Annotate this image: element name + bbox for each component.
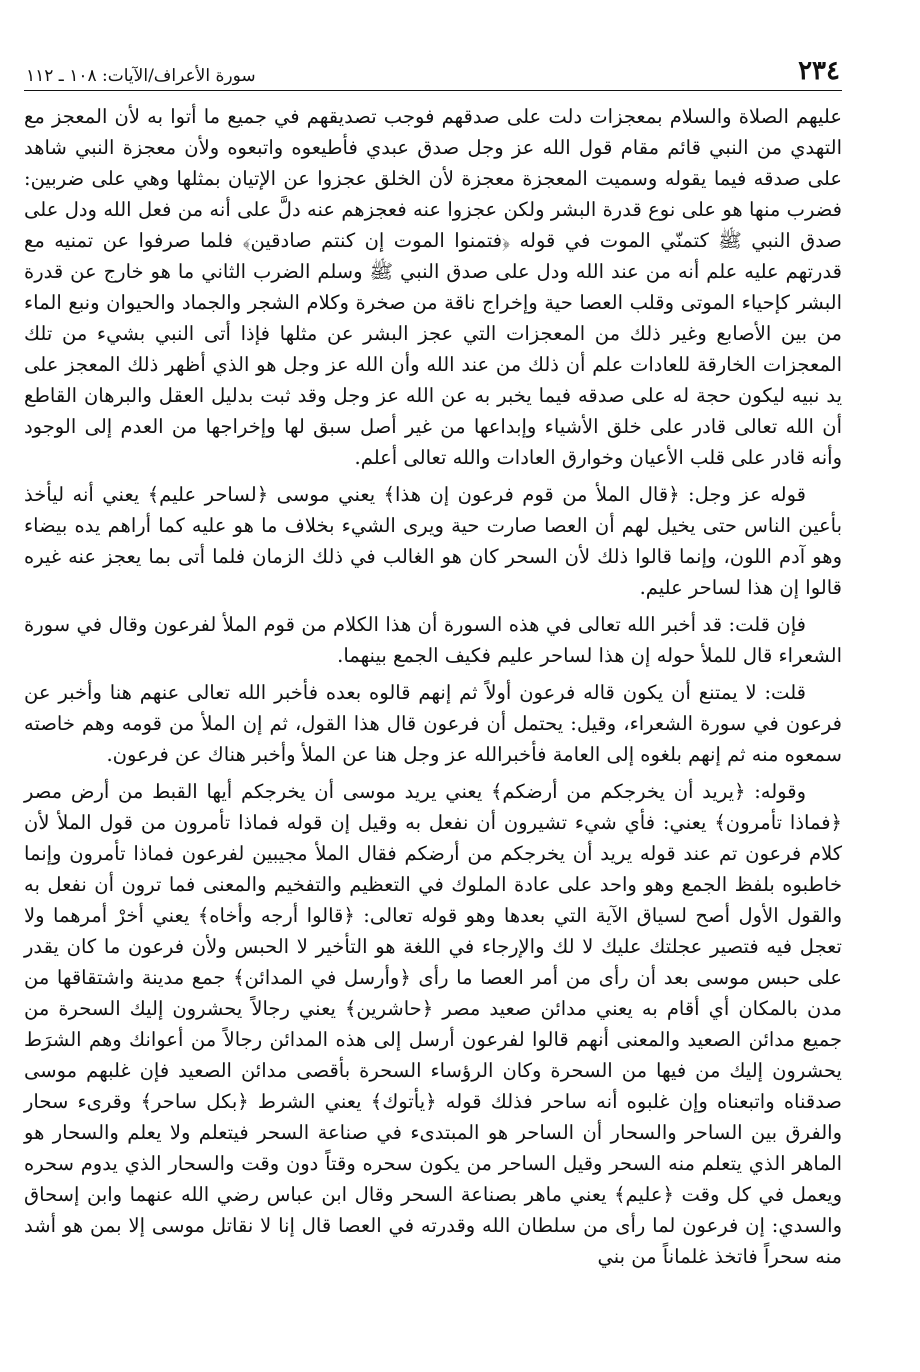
paragraph-5: وقوله: ﴿يريد أن يخرجكم من أرضكم﴾ يعني يريد موسى أن يخرجكم أيها القبط من أرض مصر ﴿فماذا تأمرون﴾ يعني: فأي شيء تشيرون أن نفعل به وقيل إن قوله فماذا تأمرون من قول الملأ لأن كلام فرعون تم عند قوله يريد أن يخرجكم من أرضكم فقال الملأ مجيبين لفرعون فماذا تأمرون وإنما خاطبوه بلفظ الجمع وهو واحد على عادة الملوك في التعظيم والتفخيم والمعنى فما ترون أن نفعل به والقول الأول أصح لسياق الآية التي بعدها وهو قوله تعالى: ﴿قالوا أرجه وأخاه﴾ يعني أخرْ أمرهما ولا تعجل فيه فتصير عجلتك عليك لا لك والإرجاء في اللغة هو التأخير لا الحبس ولأن فرعون ما كان يقدر على حبس موسى بعد أن رأى من أمر العصا ما رأى ﴿وأرسل في المدائن﴾ جمع مدينة واشتقاقها من مدن بالمكان أي أقام به يعني مدائن صعيد مصر ﴿حاشرين﴾ يعني رجالاً يحشرون إليك السحرة من جميع مدائن الصعيد والمعنى أنهم قالوا لفرعون أرسل إلى هذه المدائن رجالاً من أعوانك وهم الشرَط يحشرون إليك من فيها من السحرة وكان الرؤساء السحرة بأقصى مدائن الصعيد فإن غلبهم موسى صدقناه واتبعناه وإن غلبوه أنه ساحر فذلك قوله ﴿يأتوك﴾ يعني الشرط ﴿بكل ساحر﴾ وقرىء سحار والفرق بين الساحر والسحار أن الساحر هو المبتدىء في صناعة السحر فيتعلم ولا يعلم والسحار هو الماهر الذي يتعلم منه السحر وقيل الساحر من يكون سحره وقتاً دون وقت والسحار الذي يدوم سحره ويعمل في كل وقت ﴿عليم﴾ يعني ماهر بصناعة السحر وقال ابن عباس رضي الله عنهما وابن إسحاق والسدي: إن فرعون لما رأى من سلطان الله وقدرته في العصا قال إنا لا نقاتل موسى إلا بمن هو أشد منه سحراً فاتخذ غلماناً من بني — [24, 780, 842, 1268]
paragraph-3: فإن قلت: قد أخبر الله تعالى في هذه السورة أن هذا الكلام من قوم الملأ لفرعون وقال في سورة الشعراء قال للملأ حوله إن هذا لساحر عليم فكيف الجمع بينهما. — [24, 613, 842, 667]
paragraph-2: قوله عز وجل: ﴿قال الملأ من قوم فرعون إن هذا﴾ يعني موسى ﴿لساحر عليم﴾ يعني أنه ليأخذ بأعين الناس حتى يخيل لهم أن العصا صارت حية ويرى الشيء بخلاف ما هو عليه كما أراهم يده بيضاء وهو آدم اللون، وإنما قالوا ذلك لأن السحر كان هو الغالب في ذلك الزمان فلما أتى بما يعجز عنه غيره قالوا إن هذا لساحر عليم. — [24, 483, 842, 599]
paragraph-4: قلت: لا يمتنع أن يكون قاله فرعون أولاً ثم إنهم قالوه بعده فأخبر الله تعالى عنهم هنا وأخبر عن فرعون في سورة الشعراء، وقيل: يحتمل أن فرعون قال هذا القول، ثم إن الملأ من قومه وهم خاصته سمعوه منه ثم إنهم بلغوه إلى العامة فأخبرالله عز وجل هنا عن الملأ وأخبر هناك عن فرعون. — [24, 681, 842, 766]
header-title: سورة الأعراف/الآيات: ١٠٨ ـ ١١٢ — [26, 66, 256, 86]
page-number: ٢٣٤ — [798, 56, 840, 86]
paragraph-1: عليهم الصلاة والسلام بمعجزات دلت على صدقهم فوجب تصديقهم في جميع ما أتوا به لأن المعجز مع التهدي من النبي قائم مقام قول الله عز وجل صدق عبدي فأطيعوه واتبعوه ولأن معجزة النبي شاهد على صدقه فيما يقوله وسميت المعجزة معجزة لأن الخلق عجزوا عن الإتيان بمثلها وهي على ضربين: فضرب منها هو على نوع قدرة البشر ولكن عجزوا عنه فعجزهم عنه دلَّ على أنه من فعل الله ودل على صدق النبي ﷺ كتمنّي الموت في قوله ﴿فتمنوا الموت إن كنتم صادقين﴾ فلما صرفوا عن تمنيه مع قدرتهم عليه علم أنه من عند الله ودل على صدق النبي ﷺ وسلم الضرب الثاني ما هو خارج عن قدرة البشر كإحياء الموتى وقلب العصا حية وإخراج ناقة من صخرة وكلام الشجر والجماد والحيوان ونبع الماء من بين الأصابع وغير ذلك من المعجزات التي عجز البشر عن مثلها فإذا أتى النبي بشيء من تلك المعجزات الخارقة للعادات علم أن ذلك من عند الله وأن الله عز وجل هو الذي أظهر ذلك المعجز على يد نبيه ليكون حجة له على صدقه فيما يخبر به عن الله عز وجل وقد ثبت بدليل العقل والبرهان القاطع أن الله تعالى قادر على خلق الأشياء وإبداعها من غير أصل سبق لها وإخراجها من العدم إلى الوجود وأنه قادر على قلب الأعيان وخوارق العادات والله تعالى أعلم. — [24, 105, 842, 469]
running-header — [24, 56, 842, 91]
